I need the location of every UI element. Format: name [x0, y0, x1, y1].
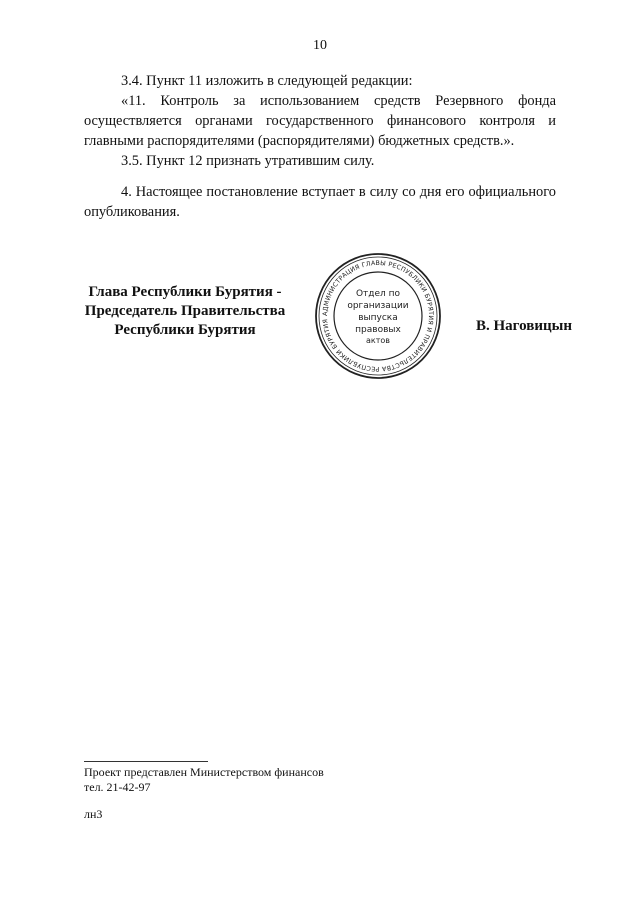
stamp-text-line: выпуска — [358, 313, 398, 323]
footer-note — [84, 765, 324, 795]
stamp-text-line: правовых — [355, 325, 401, 335]
paragraph-11-quote: «11. Контроль за использованием средств Резервного фонда осуществляется органами государственного финансового контроля и главными распорядителями (распорядителями) бюджетных средств.». — [84, 93, 556, 149]
page-number: 10 — [313, 38, 327, 53]
paragraph-3-4: 3.4. Пункт 11 изложить в следующей редакции: — [121, 73, 413, 89]
stamp-text-line: организации — [347, 301, 409, 311]
footer-phone-line: тел. 21-42-97 — [84, 780, 151, 794]
signatory-title-line: Председатель Правительства — [84, 303, 286, 319]
signer-name: В. Наговицын — [476, 318, 572, 334]
official-stamp — [313, 251, 443, 381]
footer-project-line: Проект представлен Министерством финансов — [84, 765, 324, 779]
paragraph-3-5: 3.5. Пункт 12 признать утратившим силу. — [121, 153, 375, 169]
stamp-text-line: актов — [365, 336, 391, 345]
stamp-text-line: Отдел по — [355, 289, 401, 299]
stamp-ring-text: АДМИНИСТРАЦИЯ ГЛАВЫ РЕСПУБЛИКИ БУРЯТИЯ И ПРАВИТЕЛЬСТВА РЕСПУБЛИКИ БУРЯТИЯ — [321, 259, 435, 373]
signatory-title — [60, 283, 310, 340]
footer-divider — [84, 761, 208, 762]
signatory-title-line: Республики Бурятия — [114, 322, 256, 338]
document-body — [84, 71, 556, 222]
footer-code: лн3 — [84, 807, 103, 821]
signatory-title-line: Глава Республики Бурятия - — [88, 284, 282, 300]
paragraph-4: 4. Настоящее постановление вступает в силу со дня его официального опубликования. — [84, 184, 556, 220]
